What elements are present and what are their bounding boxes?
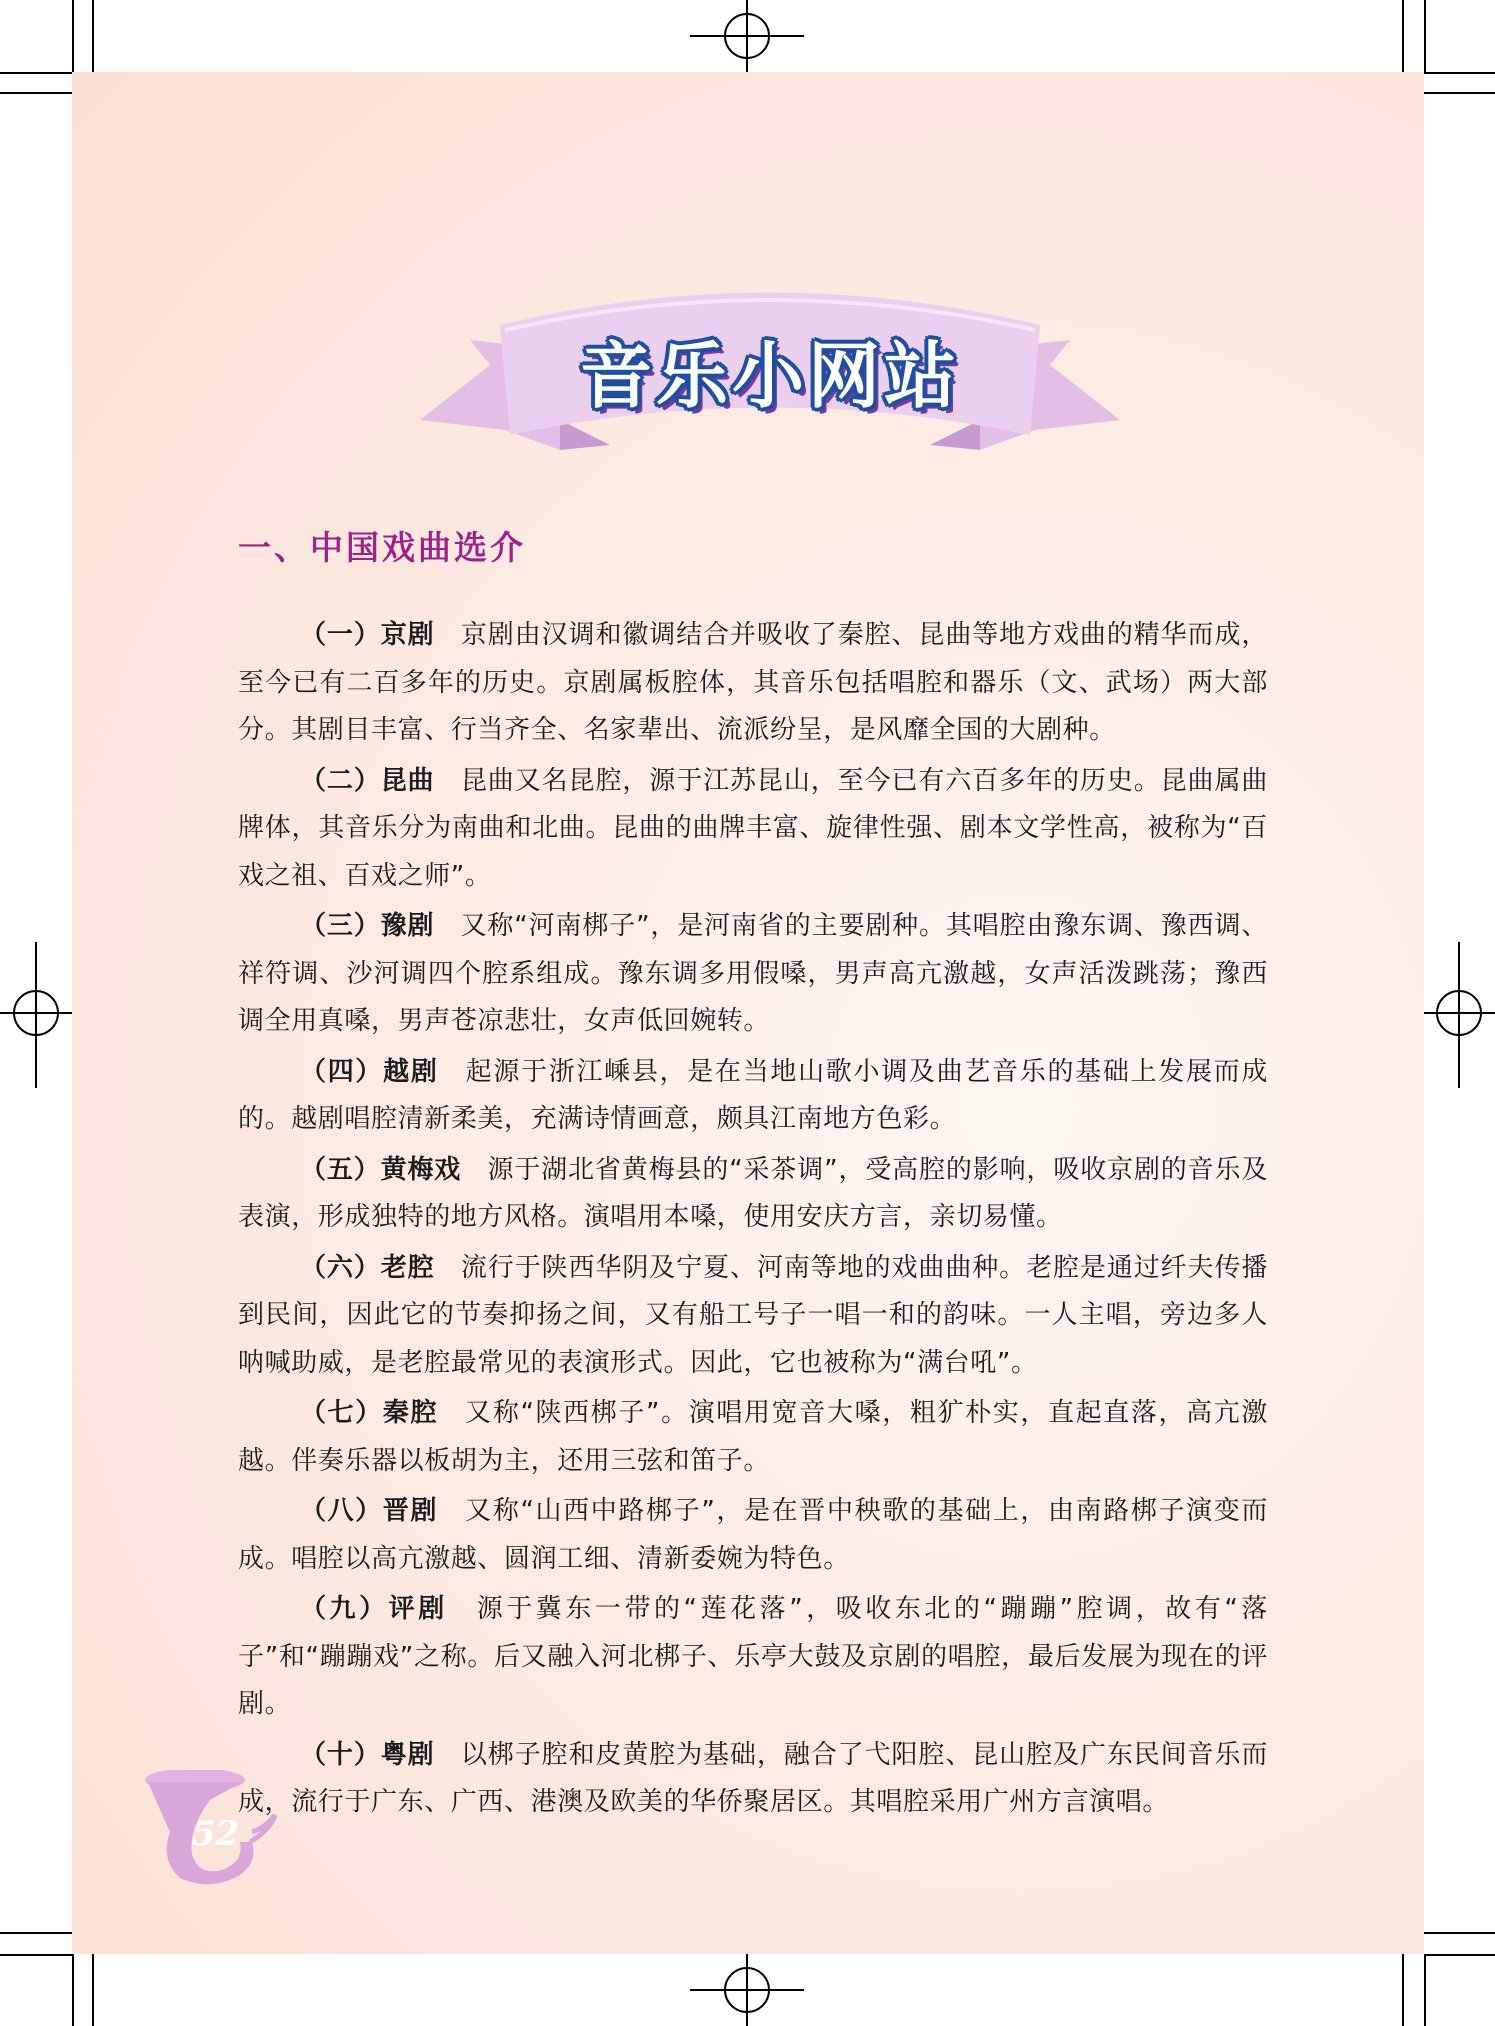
page-number-badge: [140, 1770, 290, 1890]
entry-paragraph: [238, 1488, 1268, 1583]
crop-mark: [1424, 1954, 1426, 2026]
entry-title: （三）豫剧: [300, 911, 435, 941]
crop-mark: [1424, 1954, 1495, 1956]
crop-mark: [92, 0, 94, 72]
entry-paragraph: [238, 1147, 1268, 1242]
entry-title: （六）老腔: [300, 1252, 435, 1283]
crop-mark: [72, 0, 74, 72]
crop-mark: [0, 1954, 72, 1956]
content-body: [238, 612, 1268, 1830]
crop-mark: [1424, 92, 1495, 94]
crop-mark: [1424, 0, 1426, 72]
entry-title: （五）黄梅戏: [300, 1154, 462, 1185]
banner-title: 音乐小网站: [579, 334, 960, 418]
entry-text: 又称“陕西梆子”。演唱用宽音大嗓，粗犷朴实，直起直落，高亢激越。伴奏乐器以板胡为主，还用三弦和笛子。: [238, 1398, 1268, 1476]
crop-mark: [0, 92, 72, 94]
entry-text: 流行于陕西华阴及宁夏、河南等地的戏曲曲种。老腔是通过纤夫传播到民间，因此它的节奏抑扬之间，又有船工号子一唱一和的韵味。一人主唱，旁边多人呐喊助威，是老腔最常见的表演形式。因此，它也被称为“满台吼”。: [238, 1252, 1268, 1378]
entry-paragraph: [238, 1586, 1268, 1729]
entry-text: 以梆子腔和皮黄腔为基础，融合了弋阳腔、昆山腔及广东民间音乐而成，流行于广东、广西、港澳及欧美的华侨聚居区。其唱腔采用广州方言演唱。: [238, 1739, 1268, 1817]
crop-mark: [72, 1954, 74, 2026]
entry-title: （二）昆曲: [300, 765, 435, 796]
entry-paragraph: [238, 1732, 1268, 1827]
entry-paragraph: [238, 1390, 1268, 1485]
entry-text: 又称“山西中路梆子”，是在晋中秧歌的基础上，由南路梆子演变而成。唱腔以高亢激越、圆润工细、清新委婉为特色。: [238, 1496, 1268, 1574]
crop-mark: [92, 1954, 94, 2026]
entry-title: （十）粤剧: [300, 1739, 435, 1770]
entry-title: （一）京剧: [300, 620, 435, 650]
section-heading: 一、中国戏曲选介: [238, 528, 526, 567]
entry-text: 昆曲又名昆腔，源于江苏昆山，至今已有六百多年的历史。昆曲属曲牌体，其音乐分为南曲和北曲。昆曲的曲牌丰富、旋律性强、剧本文学性高，被称为“百戏之祖、百戏之师”。: [238, 765, 1268, 891]
crop-mark: [0, 1932, 72, 1934]
entry-title: （七）秦腔: [300, 1398, 439, 1428]
crop-mark: [1402, 0, 1404, 72]
entry-paragraph: [238, 1245, 1268, 1388]
entry-paragraph: [238, 758, 1268, 901]
entry-title: （八）晋剧: [300, 1496, 439, 1526]
entry-text: 京剧由汉调和徽调结合并吸收了秦腔、昆曲等地方戏曲的精华而成，至今已有二百多年的历史。京剧属板腔体，其音乐包括唱腔和器乐（文、武场）两大部分。其剧目丰富、行当齐全、名家辈出、流派纷呈，是风靡全国的大剧种。: [238, 620, 1268, 745]
crop-mark: [1424, 1932, 1495, 1934]
entry-title: （四）越剧: [300, 1056, 439, 1087]
entry-text: 又称“河南梆子”，是河南省的主要剧种。其唱腔由豫东调、豫西调、祥符调、沙河调四个腔系组成。豫东调多用假嗓，男声高亢激越，女声活泼跳荡；豫西调全用真嗓，男声苍凉悲壮，女声低回婉转。: [238, 911, 1268, 1036]
crop-mark: [1402, 1954, 1404, 2026]
entry-title: （九）评剧: [300, 1594, 448, 1624]
entry-text: 源于冀东一带的“莲花落”，吸收东北的“蹦蹦”腔调，故有“落子”和“蹦蹦戏”之称。后又融入河北梆子、乐亭大鼓及京剧的唱腔，最后发展为现在的评剧。: [238, 1594, 1268, 1719]
crop-mark: [1424, 72, 1495, 74]
entry-paragraph: [238, 612, 1268, 755]
entry-paragraph: [238, 1049, 1268, 1144]
entry-text: 起源于浙江嵊县，是在当地山歌小调及曲艺音乐的基础上发展而成的。越剧唱腔清新柔美，充满诗情画意，颇具江南地方色彩。: [238, 1056, 1268, 1134]
entry-paragraph: [238, 903, 1268, 1046]
page-number: 52: [192, 1814, 240, 1854]
crop-mark: [0, 72, 72, 74]
title-banner: [410, 270, 1130, 470]
entry-text: 源于湖北省黄梅县的“采茶调”，受高腔的影响，吸收京剧的音乐及表演，形成独特的地方风格。演唱用本嗓，使用安庆方言，亲切易懂。: [238, 1154, 1268, 1232]
